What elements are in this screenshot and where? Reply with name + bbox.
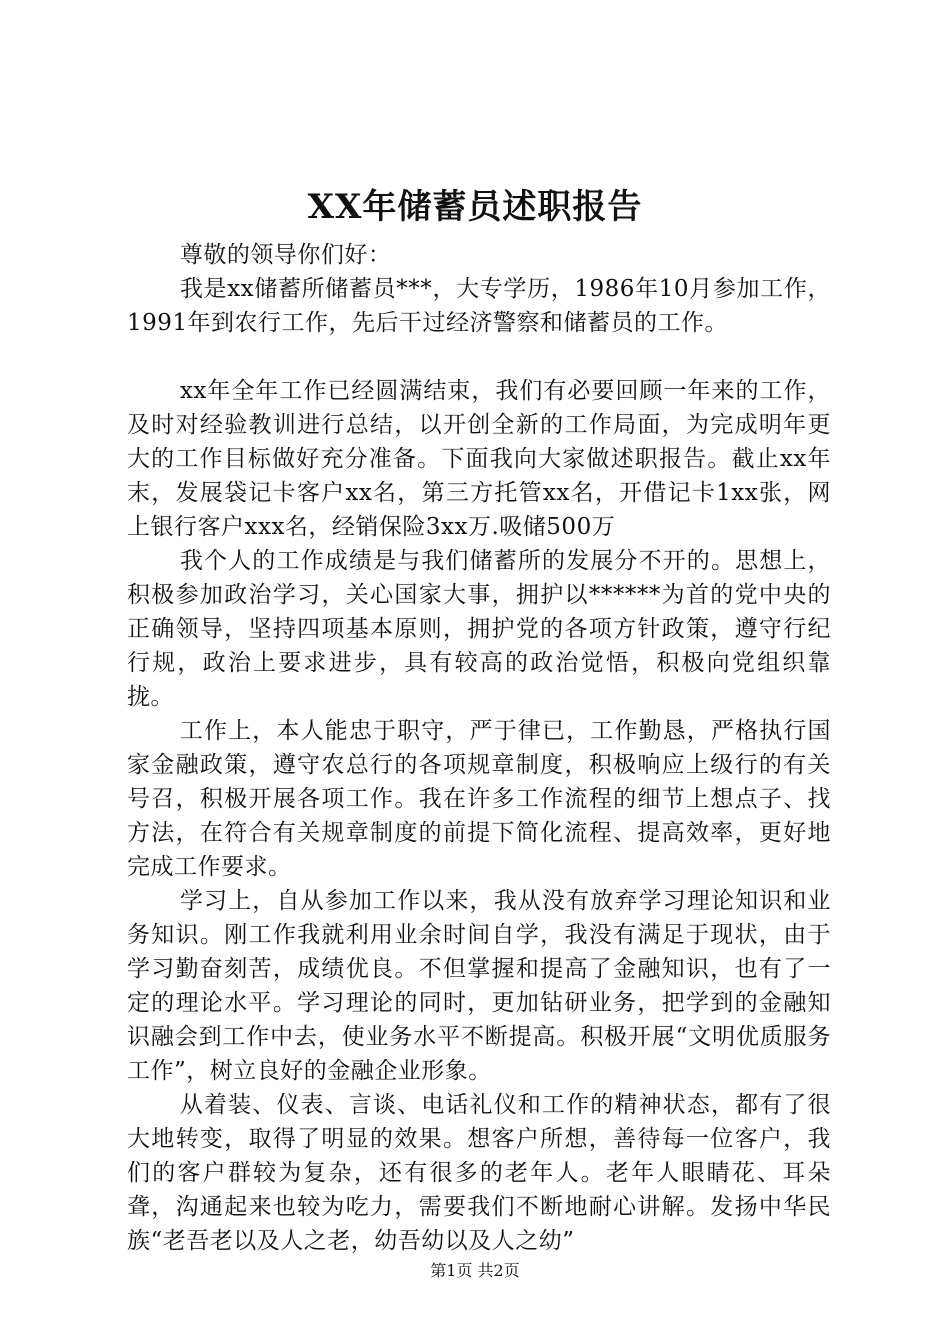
paragraph-annual-summary: xx年全年工作已经圆满结束，我们有必要回顾一年来的工作，及时对经验教训进行总结，以开创全新的工作局面，为完成明年更大的工作目标做好充分准备。下面我向大家做述职报告。截止xx年末，发展袋记卡客户xx名，第三方托管xx名，开借记卡1xx张，网上银行客户xxx名，经销保险3xx万.吸储500万 — [127, 378, 831, 540]
document-body — [127, 238, 831, 1258]
paragraph-service: 从着装、仪表、言谈、电话礼仪和工作的精神状态，都有了很大地转变，取得了明显的效果。想客户所想，善待每一位客户，我们的客户群较为复杂，还有很多的老年人。老年人眼睛花、耳朵聋，沟通起来也较为吃力，需要我们不断地耐心讲解。发扬中华民族“老吾老以及人之老，幼吾幼以及人之幼” — [127, 1092, 831, 1254]
paragraph-introduction: 我是xx储蓄所储蓄员***，大专学历，1986年10月参加工作，1991年到农行工作，先后干过经济警察和储蓄员的工作。 — [127, 276, 831, 336]
paragraph-work: 工作上，本人能忠于职守，严于律已，工作勤恳，严格执行国家金融政策，遵守农总行的各项规章制度，积极响应上级行的有关号召，积极开展各项工作。我在许多工作流程的细节上想点子、找方法，在符合有关规章制度的前提下简化流程、提高效率，更好地完成工作要求。 — [127, 718, 831, 880]
paragraph-salutation: 尊敬的领导你们好： — [179, 242, 392, 268]
paragraph-ideology: 我个人的工作成绩是与我们储蓄所的发展分不开的。思想上，积极参加政治学习，关心国家大事，拥护以******为首的党中央的正确领导，坚持四项基本原则，拥护党的各项方针政策，遵守行纪行规，政治上要求进步，具有较高的政治觉悟，积极向党组织靠拢。 — [127, 548, 831, 710]
page-number-footer: 第1页 共2页 — [430, 1261, 520, 1280]
document-title: XX年储蓄员述职报告 — [307, 187, 643, 227]
paragraph-study: 学习上，自从参加工作以来，我从没有放弃学习理论知识和业务知识。刚工作我就利用业余时间自学，我没有满足于现状，由于学习勤奋刻苦，成绩优良。不但掌握和提高了金融知识，也有了一定的理论水平。学习理论的同时，更加钻研业务，把学到的金融知识融会到工作中去，使业务水平不断提高。积极开展“文明优质服务工作”，树立良好的金融企业形象。 — [127, 888, 831, 1084]
